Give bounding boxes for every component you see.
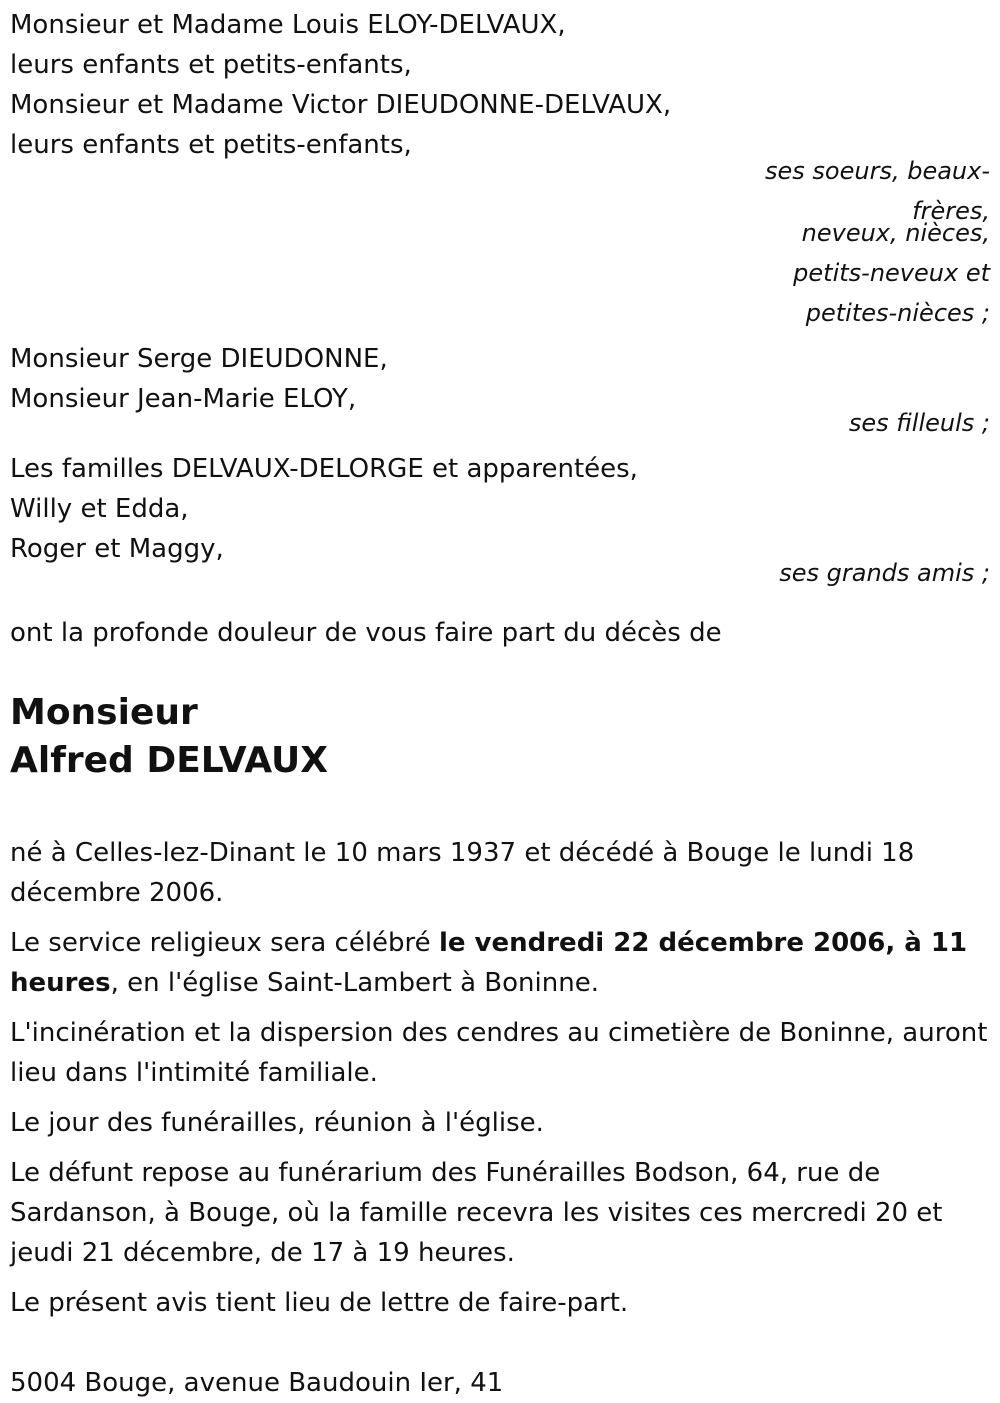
service-paragraph bbox=[10, 923, 990, 1003]
family-line: Monsieur et Madame Louis ELOY-DELVAUX, bbox=[10, 10, 566, 40]
deceased-name: Alfred DELVAUX bbox=[10, 740, 328, 781]
cremation-paragraph: L'incinération et la dispersion des cendres au cimetière de Boninne, auront lieu dans l'intimité familiale. bbox=[10, 1018, 988, 1088]
family-line: Monsieur Serge DIEUDONNE, bbox=[10, 344, 388, 374]
family-line: Les familles DELVAUX-DELORGE et apparentées, bbox=[10, 454, 638, 484]
notice-paragraph: Le présent avis tient lieu de lettre de faire-part. bbox=[10, 1288, 629, 1318]
relation-godchildren: ses filleuls ; bbox=[848, 409, 990, 437]
service-date: le vendredi 22 décembre 2006, à 11 heures bbox=[10, 928, 968, 998]
family-line: Monsieur Jean-Marie ELOY, bbox=[10, 384, 357, 414]
relation-line: ses soeurs, beaux-frères, bbox=[765, 157, 990, 225]
relation-line: petits-neveux et bbox=[793, 259, 990, 287]
funeral-home-paragraph: Le défunt repose au funérarium des Funérailles Bodson, 64, rue de Sardanson, à Bouge, où la famille recevra les visites ces mercredi 20 et jeudi 21 décembre, de 17 à 19 heures. bbox=[10, 1158, 943, 1268]
service-suffix: , en l'église Saint-Lambert à Boninne. bbox=[110, 968, 599, 998]
family-group-3 bbox=[10, 449, 990, 569]
family-line: Roger et Maggy, bbox=[10, 534, 224, 564]
family-line: Monsieur et Madame Victor DIEUDONNE-DELVAUX, bbox=[10, 90, 672, 120]
relation-line: neveux, nièces, bbox=[801, 219, 990, 247]
family-group-1 bbox=[10, 5, 990, 165]
service-prefix: Le service religieux sera célébré bbox=[10, 928, 439, 958]
family-line: Willy et Edda, bbox=[10, 494, 189, 524]
deceased-title: Monsieur bbox=[10, 692, 198, 733]
relation-line: petites-nièces ; bbox=[805, 299, 990, 327]
relation-siblings bbox=[750, 151, 990, 333]
relation-friends: ses grands amis ; bbox=[779, 559, 990, 587]
birth-death-paragraph: né à Celles-lez-Dinant le 10 mars 1937 et décédé à Bouge le lundi 18 décembre 2006. bbox=[10, 838, 915, 908]
obituary-notice bbox=[10, 5, 990, 1403]
family-line: leurs enfants et petits-enfants, bbox=[10, 130, 412, 160]
meeting-paragraph: Le jour des funérailles, réunion à l'église. bbox=[10, 1108, 544, 1138]
address: 5004 Bouge, avenue Baudouin Ier, 41 bbox=[10, 1368, 504, 1398]
announcement-text: ont la profonde douleur de vous faire part du décès de bbox=[10, 618, 722, 648]
family-line: leurs enfants et petits-enfants, bbox=[10, 50, 412, 80]
